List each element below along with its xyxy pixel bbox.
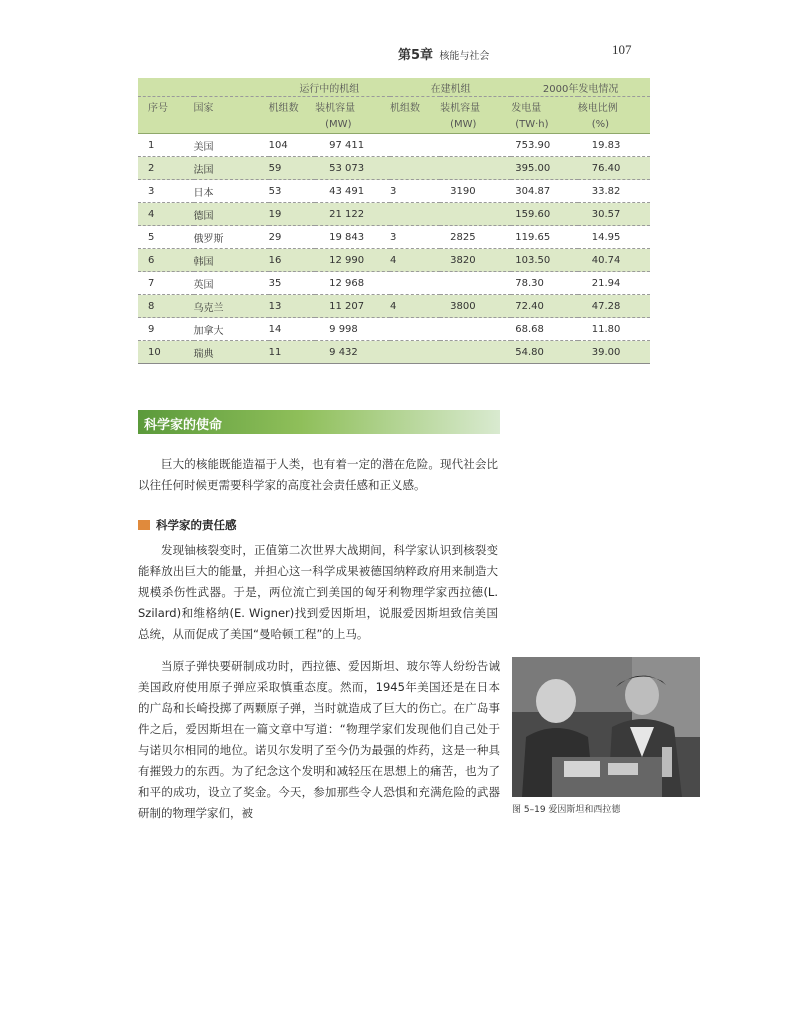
table-row xyxy=(138,157,650,180)
table-cell xyxy=(390,318,440,341)
table-cell: 47.28 xyxy=(578,295,650,318)
table-cell: 68.68 xyxy=(511,318,578,341)
col-header-units: 机组数 xyxy=(269,97,316,116)
table-cell: 13 xyxy=(269,295,316,318)
table-cell: 4 xyxy=(390,249,440,272)
table-cell xyxy=(440,134,511,157)
table-cell xyxy=(390,341,440,364)
table-cell: 俄罗斯 xyxy=(194,226,269,249)
page-number: 107 xyxy=(612,42,632,57)
col-header-units-construction: 机组数 xyxy=(390,97,440,116)
table-row xyxy=(138,272,650,295)
chapter-number: 第5章 xyxy=(398,48,434,63)
table-row xyxy=(138,341,650,364)
table-cell: 53 xyxy=(269,180,316,203)
table-cell: 3820 xyxy=(440,249,511,272)
unit-generation: (TW·h) xyxy=(511,115,578,134)
table-cell: 乌克兰 xyxy=(194,295,269,318)
table-cell: 12 990 xyxy=(315,249,390,272)
table-cell: 11.80 xyxy=(578,318,650,341)
table-cell: 12 968 xyxy=(315,272,390,295)
table-cell: 39.00 xyxy=(578,341,650,364)
table-cell: 30.57 xyxy=(578,203,650,226)
table-cell: 加拿大 xyxy=(194,318,269,341)
table-cell: 11 xyxy=(269,341,316,364)
table-cell: 7 xyxy=(138,272,194,295)
group-header-construction: 在建机组 xyxy=(390,78,511,97)
table-cell: 3 xyxy=(390,180,440,203)
col-header-generation: 发电量 xyxy=(511,97,578,116)
col-header-index: 序号 xyxy=(138,97,194,116)
table-cell: 21 122 xyxy=(315,203,390,226)
col-header-capacity: 装机容量 xyxy=(315,97,390,116)
col-header-capacity-construction: 装机容量 xyxy=(440,97,511,116)
table-cell xyxy=(390,272,440,295)
table-cell xyxy=(440,318,511,341)
chapter-title: 核能与社会 xyxy=(439,51,490,62)
table-cell: 瑞典 xyxy=(194,341,269,364)
group-header-operating: 运行中的机组 xyxy=(269,78,390,97)
table-cell: 33.82 xyxy=(578,180,650,203)
table-cell: 3 xyxy=(138,180,194,203)
table-cell: 8 xyxy=(138,295,194,318)
table-cell: 16 xyxy=(269,249,316,272)
table-row xyxy=(138,180,650,203)
table-cell: 97 411 xyxy=(315,134,390,157)
table-cell xyxy=(390,134,440,157)
table-cell: 德国 xyxy=(194,203,269,226)
section-banner xyxy=(138,410,500,434)
table-cell xyxy=(440,341,511,364)
table-cell: 9 xyxy=(138,318,194,341)
table-cell xyxy=(440,157,511,180)
table-cell: 3800 xyxy=(440,295,511,318)
col-header-share: 核电比例 xyxy=(578,97,650,116)
table-cell: 19 843 xyxy=(315,226,390,249)
group-header-2000: 2000年发电情况 xyxy=(511,78,650,97)
table-row xyxy=(138,318,650,341)
table-cell xyxy=(390,157,440,180)
table-cell: 119.65 xyxy=(511,226,578,249)
table-cell xyxy=(440,203,511,226)
table-cell: 29 xyxy=(269,226,316,249)
table-cell: 21.94 xyxy=(578,272,650,295)
table-row xyxy=(138,203,650,226)
table-cell: 40.74 xyxy=(578,249,650,272)
nuclear-power-table xyxy=(138,78,650,364)
table-cell: 104 xyxy=(269,134,316,157)
table-row xyxy=(138,295,650,318)
table-cell: 1 xyxy=(138,134,194,157)
table-cell: 43 491 xyxy=(315,180,390,203)
subsection-heading xyxy=(138,517,237,533)
table-cell: 59 xyxy=(269,157,316,180)
table-cell: 14 xyxy=(269,318,316,341)
table-cell: 9 432 xyxy=(315,341,390,364)
table-cell: 72.40 xyxy=(511,295,578,318)
table-cell: 19.83 xyxy=(578,134,650,157)
running-header xyxy=(398,44,489,63)
table-cell: 753.90 xyxy=(511,134,578,157)
table-row xyxy=(138,134,650,157)
col-header-country: 国家 xyxy=(194,97,269,116)
figure-caption: 图 5–19 爱因斯坦和西拉德 xyxy=(512,805,621,815)
unit-share: (%) xyxy=(578,115,650,134)
table-cell: 395.00 xyxy=(511,157,578,180)
table-cell: 美国 xyxy=(194,134,269,157)
table-cell: 3 xyxy=(390,226,440,249)
table-cell: 2825 xyxy=(440,226,511,249)
table-cell: 2 xyxy=(138,157,194,180)
photo-einstein-szilard xyxy=(512,657,700,797)
table-cell xyxy=(440,272,511,295)
table-cell: 3190 xyxy=(440,180,511,203)
table-cell: 53 073 xyxy=(315,157,390,180)
table-cell: 14.95 xyxy=(578,226,650,249)
table-cell: 103.50 xyxy=(511,249,578,272)
body-paragraph-2: 当原子弹快要研制成功时，西拉德、爱因斯坦、玻尔等人纷纷告诫美国政府使用原子弹应采取慎重态度。然而，1945年美国还是在日本的广岛和长崎投掷了两颗原子弹，当时就造成了巨大的伤亡。在广岛事件之后，爱因斯坦在一篇文章中写道：“物理学家们发现他们自己处于与诺贝尔相同的地位。诺贝尔发明了至今仍为最强的炸药，这是一种具有摧毁力的东西。为了纪念这个发明和减轻压在思想上的痛苦，也为了和平的成功，设立了奖金。今天，参加那些令人恐惧和充满危险的武器研制的物理学家们，被 xyxy=(138,659,500,820)
table-cell xyxy=(390,203,440,226)
table-cell: 5 xyxy=(138,226,194,249)
table-cell: 19 xyxy=(269,203,316,226)
table-cell: 4 xyxy=(390,295,440,318)
table-row xyxy=(138,249,650,272)
table-cell: 英国 xyxy=(194,272,269,295)
unit-capacity-construction: (MW) xyxy=(440,115,511,134)
table-cell: 6 xyxy=(138,249,194,272)
heading-marker-icon xyxy=(138,520,150,530)
section-title: 科学家的使命 xyxy=(144,418,223,433)
table-cell: 35 xyxy=(269,272,316,295)
table-cell: 10 xyxy=(138,341,194,364)
unit-capacity: (MW) xyxy=(315,115,390,134)
intro-paragraph: 巨大的核能既能造福于人类，也有着一定的潜在危险。现代社会比以往任何时候更需要科学家的高度社会责任感和正义感。 xyxy=(138,457,498,492)
table-row xyxy=(138,226,650,249)
table-cell: 9 998 xyxy=(315,318,390,341)
subsection-title: 科学家的责任感 xyxy=(156,518,237,532)
table-cell: 4 xyxy=(138,203,194,226)
table-cell: 159.60 xyxy=(511,203,578,226)
table-cell: 54.80 xyxy=(511,341,578,364)
table-cell: 法国 xyxy=(194,157,269,180)
table-cell: 11 207 xyxy=(315,295,390,318)
table-cell: 韩国 xyxy=(194,249,269,272)
table-cell: 304.87 xyxy=(511,180,578,203)
body-paragraph-1: 发现铀核裂变时，正值第二次世界大战期间，科学家认识到核裂变能释放出巨大的能量，并担心这一科学成果被德国纳粹政府用来制造大规模杀伤性武器。于是，两位流亡到美国的匈牙利物理学家西拉德(L. Szilard)和维格纳(E. Wigner)找到爱因斯坦，说服爱因斯坦致信美国总统，从而促成了美国“曼哈顿工程”的上马。 xyxy=(138,543,498,641)
table-cell: 日本 xyxy=(194,180,269,203)
table-cell: 76.40 xyxy=(578,157,650,180)
table-cell: 78.30 xyxy=(511,272,578,295)
